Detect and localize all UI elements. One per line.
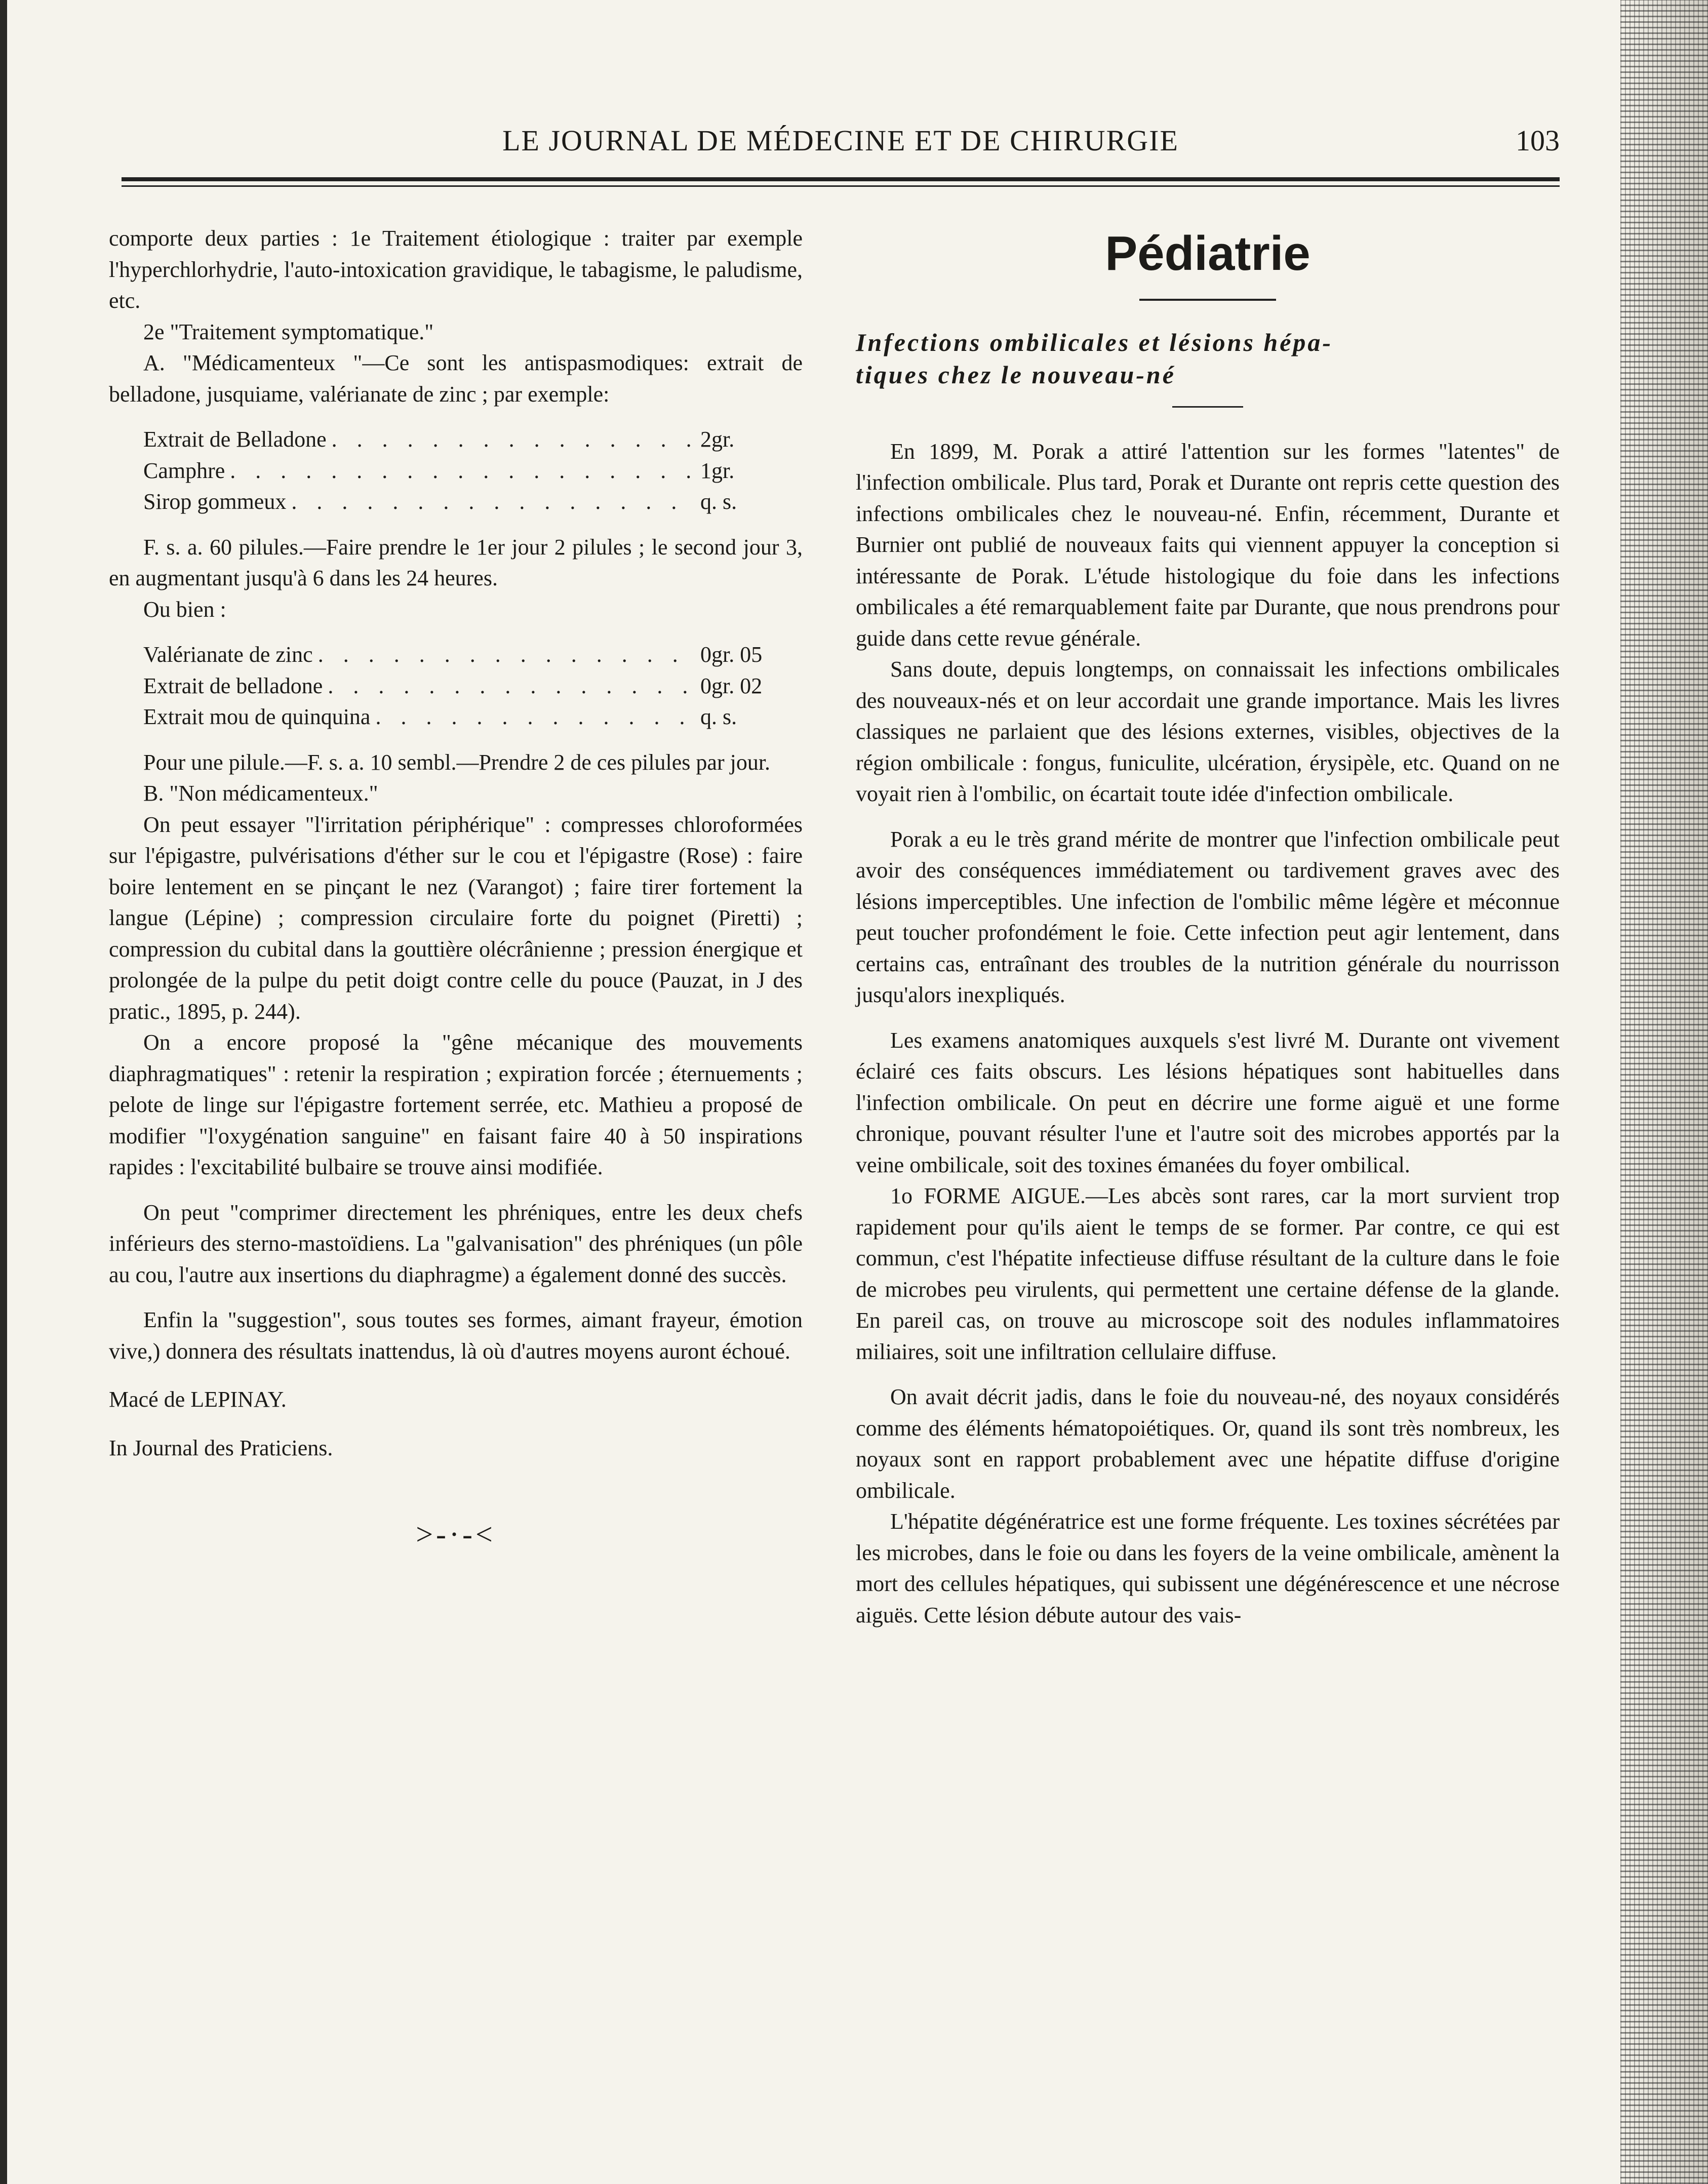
dosage-paragraph: F. s. a. 60 pilules.—Faire prendre le 1er jour 2 pilules ; le second jour 3, en augmentant jusqu'à 6 dans les 24 heures. [109,534,803,590]
recipe-ingredient: Extrait de Belladone [143,427,327,452]
recipe-quantity: 0gr. 02 [700,673,763,698]
recipe-ingredient: Valérianate de zinc [143,642,313,667]
recipe-row [143,670,776,702]
ornament-fleuron: >-·-< [416,1518,496,1551]
recipe-leader-dots [291,486,695,518]
recipe-quantity: 2gr. [700,427,735,452]
recipe-ingredient: Camphre [143,458,225,483]
source-citation: In Journal des Praticiens. [109,1435,333,1460]
left-column [109,223,803,1551]
part2-heading: 2e "Traitement symptomatique." [143,319,434,344]
author-signature: Macé de LEPINAY. [109,1387,287,1412]
article-paragraph: On avait décrit jadis, dans le foie du nouveau-né, des noyaux considérés comme des éléments hématopoiétiques. Or, quand ils sont très nombreux, les noyaux sont en rapport probablement avec une hépatite diffuse d'origine ombilicale. [856,1384,1560,1503]
recipe-list-2 [143,639,776,733]
article-paragraph: 1o FORME AIGUE.—Les abcès sont rares, car la mort survient trop rapidement pour qu'ils aient le temps de se former. Par contre, ce qui est commun, c'est l'hépatite infectieuse diffuse résultant de la culture dans le foie de microbes peu virulents, qui permettent une certaine défense de la glande. En pareil cas, on trouve au microscope soit des nodules inflammatoires miliaires, soit une infiltration cellulaire diffuse. [856,1183,1560,1364]
recipe-leader-dots [332,424,695,455]
left-intro-paragraph: comporte deux parties : 1e Traitement étiologique : traiter par exemple l'hyperchlorhydrie, l'auto-intoxication gravidique, le tabagisme, le paludisme, etc. [109,226,803,313]
article-title-line: tiques chez le nouveau-né [856,360,1176,389]
body-paragraph: On peut "comprimer directement les phréniques, entre les deux chefs inférieurs des sterno-mastoïdiens. La "galvanisation" des phréniques (un pôle au cou, l'autre aux insertions du diaphragme) a également donné des succès. [109,1200,803,1287]
page-number: 103 [1516,124,1560,157]
scan-left-edge [0,0,7,2184]
body-paragraph: On peut essayer "l'irritation périphérique" : compresses chloroformées sur l'épigastre, pulvérisations d'éther sur le cou et l'épigastre (Rose) : faire boire lentement en se pinçant le nez (Varangot) ; faire tirer fortement la langue (Lépine) ; compression circulaire forte du poignet (Piretti) ; compression du cubital dans la gouttière olécrânienne ; pression énergique et prolongée de la pulpe du petit doigt contre celle du pouce (Pauzat, in J des pratic., 1895, p. 244). [109,812,803,1024]
header-rule-thick [122,177,1560,181]
recipe-ingredient: Extrait mou de quinquina [143,704,371,729]
article-title-line: Infections ombilicales et lésions hépa- [856,328,1333,356]
recipe-row [143,639,776,670]
article-paragraph: Sans doute, depuis longtemps, on connaissait les infections ombilicales des nouveaux-nés et on leur accordait une grande importance. Mais les livres classiques ne parlaient que des lésions externes, visibles, objectives de la région ombilicale : fongus, funiculite, ulcération, érysipèle, etc. Quand on ne voyait rien à l'ombilic, on écartait toute idée d'infection ombilicale. [856,657,1560,806]
recipe-quantity: q. s. [700,704,737,729]
recipe-quantity: 0gr. 05 [700,642,763,667]
recipe-ingredient: Sirop gommeux [143,489,287,514]
right-column [856,223,1560,1631]
section-title: Pédiatrie [1105,226,1310,281]
recipe-row [143,701,776,733]
recipe-leader-dots [328,670,695,702]
recipe-leader-dots [375,701,695,733]
ou-bien-text: Ou bien : [143,597,226,622]
body-paragraph: Enfin la "suggestion", sous toutes ses formes, aimant frayeur, émotion vive,) donnera des résultats inattendus, là où d'autres moyens auront échoué. [109,1307,803,1364]
article-paragraph: L'hépatite dégénératrice est une forme fréquente. Les toxines sécrétées par les microbes, dans le foie ou dans les foyers de la veine ombilicale, amènent la mort des cellules hépatiques, qui subissent une dégénérescence et une nécrose aiguës. Cette lésion débute autour des vais- [856,1509,1560,1627]
article-divider [1172,406,1243,408]
part-a-paragraph: A. "Médicamenteux "—Ce sont les antispasmodiques: extrait de belladone, jusquiame, valérianate de zinc ; par exemple: [109,350,803,407]
recipe-row [143,455,776,487]
running-title: LE JOURNAL DE MÉDECINE ET DE CHIRURGIE [502,124,1179,157]
body-paragraph: On a encore proposé la "gêne mécanique des mouvements diaphragmatiques" : retenir la respiration ; expiration forcée ; éternuements ; pelote de linge sur l'épigastre fortement serrée, etc. Mathieu a proposé de modifier "l'oxygénation sanguine" en faisant faire 40 à 50 inspirations rapides : l'excitabilité bulbaire se trouve ainsi modifiée. [109,1030,803,1179]
header-rule-thin [122,185,1560,187]
recipe-quantity: 1gr. [700,458,735,483]
recipe-quantity: q. s. [700,489,737,514]
recipe-ingredient: Extrait de belladone [143,673,323,698]
pilule-paragraph: Pour une pilule.—F. s. a. 10 sembl.—Prendre 2 de ces pilules par jour. [143,749,771,775]
recipe-list-1 [143,424,776,518]
recipe-row [143,424,776,455]
article-paragraph: Les examens anatomiques auxquels s'est livré M. Durante ont vivement éclairé ces faits obscurs. Les lésions hépatiques sont habituelles dans l'infection ombilicale. On peut en décrire une forme aiguë et une forme chronique, pouvant résulter l'une et l'autre soit des microbes apportés par la veine ombilicale, soit des toxines émanées du foyer ombilical. [856,1027,1560,1177]
page-header [122,124,1560,164]
part-b-heading: B. "Non médicamenteux." [143,781,378,806]
scan-binding-edge [1620,0,1708,2184]
recipe-leader-dots [230,455,695,487]
section-divider [1139,299,1276,301]
article-paragraph: Porak a eu le très grand mérite de montrer que l'infection ombilicale peut avoir des conséquences immédiatement ou tardivement graves avec des lésions imperceptibles. Une infection de l'ombilic même légère et méconnue peut toucher profondément le foie. Cette infection peut agir lentement, dans certains cas, entraînant des troubles de la nutrition générale du nourrisson jusqu'alors inexpliqués. [856,826,1560,1007]
recipe-row [143,486,776,518]
recipe-leader-dots [318,639,695,670]
article-paragraph: En 1899, M. Porak a attiré l'attention sur les formes "latentes" de l'infection ombilicale. Plus tard, Porak et Durante ont repris cette question des infections ombilicales chez le nouveau-né. Enfin, récemment, Durante et Burnier ont publié de nouveaux faits qui viennent appuyer la conception si intéressante de Porak. L'étude histologique du foie dans les infections ombilicales a été remarquablement faite par Durante, que nous prendrons pour guide dans cette revue générale. [856,439,1560,651]
